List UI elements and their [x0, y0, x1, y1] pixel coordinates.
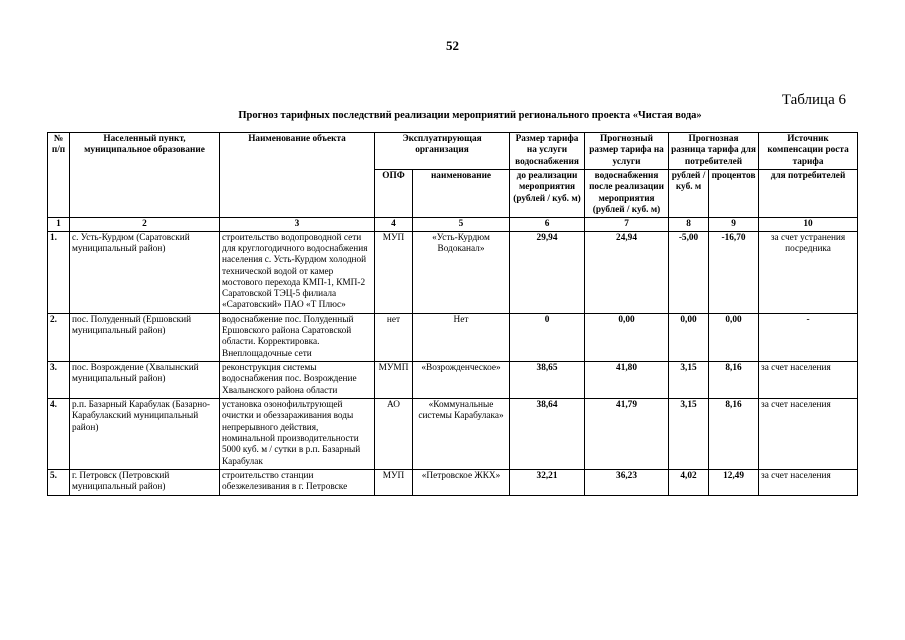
header-source-top: Источник компенсации роста тарифа — [759, 133, 858, 170]
row-tariff-before: 38,64 — [510, 399, 585, 470]
row-opf: АО — [375, 399, 413, 470]
row-object: строительство водопроводной сети для круглогодичного водоснабжения населения с. Усть-Курдюм холодной технической водой от камер мостового перехода КМП-1, КМП-2 Саратовской ТЭЦ-5 филиала «Саратовский» ПАО «Т Плюс» — [220, 231, 375, 313]
row-tariff-after: 36,23 — [585, 470, 669, 496]
row-diff-pct: 8,16 — [709, 362, 759, 399]
row-tariff-after: 24,94 — [585, 231, 669, 313]
row-source: за счет населения — [759, 470, 858, 496]
row-object: водоснабжение пос. Полуденный Ершовского района Саратовской области. Корректировка. Внеплощадочные сети — [220, 313, 375, 361]
row-tariff-before: 32,21 — [510, 470, 585, 496]
row-opf: нет — [375, 313, 413, 361]
column-number: 10 — [759, 218, 858, 231]
header-source-bottom: для потребителей — [759, 169, 858, 217]
header-settlement: Населенный пункт, муниципальное образование — [70, 133, 220, 218]
row-org-name: «Коммунальные системы Карабулака» — [413, 399, 510, 470]
row-object: установка озонофильтрующей очистки и обеззараживания воды непрерывного действия, номинальной производительности 5000 куб. м / сутки в р.п. Базарный Карабулак — [220, 399, 375, 470]
header-tariff-before-bottom: до реализации мероприятия (рублей / куб. м) — [510, 169, 585, 217]
row-diff-pct: 0,00 — [709, 313, 759, 361]
column-number: 8 — [669, 218, 709, 231]
row-diff-rub: 4,02 — [669, 470, 709, 496]
row-settlement: с. Усть-Курдюм (Саратовский муниципальный район) — [70, 231, 220, 313]
column-number: 5 — [413, 218, 510, 231]
header-tariff-after-top: Прогнозный размер тарифа на услуги — [585, 133, 669, 170]
row-diff-pct: -16,70 — [709, 231, 759, 313]
row-settlement: р.п. Базарный Карабулак (Базарно-Карабулакский муниципальный район) — [70, 399, 220, 470]
row-diff-pct: 12,49 — [709, 470, 759, 496]
row-diff-pct: 8,16 — [709, 399, 759, 470]
row-number: 2. — [48, 313, 70, 361]
table-row — [48, 313, 858, 361]
column-number: 2 — [70, 218, 220, 231]
row-settlement: пос. Полуденный (Ершовский муниципальный район) — [70, 313, 220, 361]
row-tariff-after: 0,00 — [585, 313, 669, 361]
row-number: 4. — [48, 399, 70, 470]
table-row — [48, 470, 858, 496]
header-object: Наименование объекта — [220, 133, 375, 218]
row-diff-rub: 0,00 — [669, 313, 709, 361]
row-object: реконструкция системы водоснабжения пос. Возрождение Хвалынского района области — [220, 362, 375, 399]
column-number: 3 — [220, 218, 375, 231]
row-org-name: «Усть-Курдюм Водоканал» — [413, 231, 510, 313]
row-diff-rub: 3,15 — [669, 362, 709, 399]
table-row — [48, 362, 858, 399]
header-org-name: наименование — [413, 169, 510, 217]
table-row — [48, 231, 858, 313]
row-source: - — [759, 313, 858, 361]
row-diff-rub: -5,00 — [669, 231, 709, 313]
row-settlement: г. Петровск (Петровский муниципальный район) — [70, 470, 220, 496]
column-number: 6 — [510, 218, 585, 231]
header-tariff-after-bottom: водоснабжения после реализации мероприятия (рублей / куб. м) — [585, 169, 669, 217]
header-operator-group: Эксплуатирующая организация — [375, 133, 510, 170]
row-tariff-after: 41,80 — [585, 362, 669, 399]
column-number: 4 — [375, 218, 413, 231]
column-number-row — [48, 218, 858, 231]
row-object: строительство станции обезжелезивания в г. Петровске — [220, 470, 375, 496]
table-row — [48, 399, 858, 470]
table-title: Прогноз тарифных последствий реализации мероприятий регионального проекта «Чистая вода» — [238, 110, 702, 121]
row-settlement: пос. Возрождение (Хвалынский муниципальный район) — [70, 362, 220, 399]
header-opf: ОПФ — [375, 169, 413, 217]
row-diff-rub: 3,15 — [669, 399, 709, 470]
row-org-name: «Петровское ЖКХ» — [413, 470, 510, 496]
row-tariff-before: 0 — [510, 313, 585, 361]
row-number: 5. — [48, 470, 70, 496]
column-number: 9 — [709, 218, 759, 231]
header-tariff-before-top: Размер тарифа на услуги водоснабжения — [510, 133, 585, 170]
row-tariff-after: 41,79 — [585, 399, 669, 470]
row-source: за счет населения — [759, 362, 858, 399]
page-number: 52 — [446, 38, 459, 53]
header-diff-pct: процентов — [709, 169, 759, 217]
row-opf: МУП — [375, 231, 413, 313]
row-tariff-before: 38,65 — [510, 362, 585, 399]
row-source: за счет населения — [759, 399, 858, 470]
header-number: № п/п — [48, 133, 70, 218]
row-source: за счет устранения посредника — [759, 231, 858, 313]
row-org-name: Нет — [413, 313, 510, 361]
column-number: 7 — [585, 218, 669, 231]
row-number: 1. — [48, 231, 70, 313]
row-org-name: «Возрожденческое» — [413, 362, 510, 399]
header-difference-group: Прогнозная разница тарифа для потребителей — [669, 133, 759, 170]
row-tariff-before: 29,94 — [510, 231, 585, 313]
row-opf: МУП — [375, 470, 413, 496]
table-caption: Таблица 6 — [781, 92, 846, 108]
column-number: 1 — [48, 218, 70, 231]
tariff-table — [47, 132, 858, 496]
row-number: 3. — [48, 362, 70, 399]
row-opf: МУМП — [375, 362, 413, 399]
header-diff-rub: рублей / куб. м — [669, 169, 709, 217]
